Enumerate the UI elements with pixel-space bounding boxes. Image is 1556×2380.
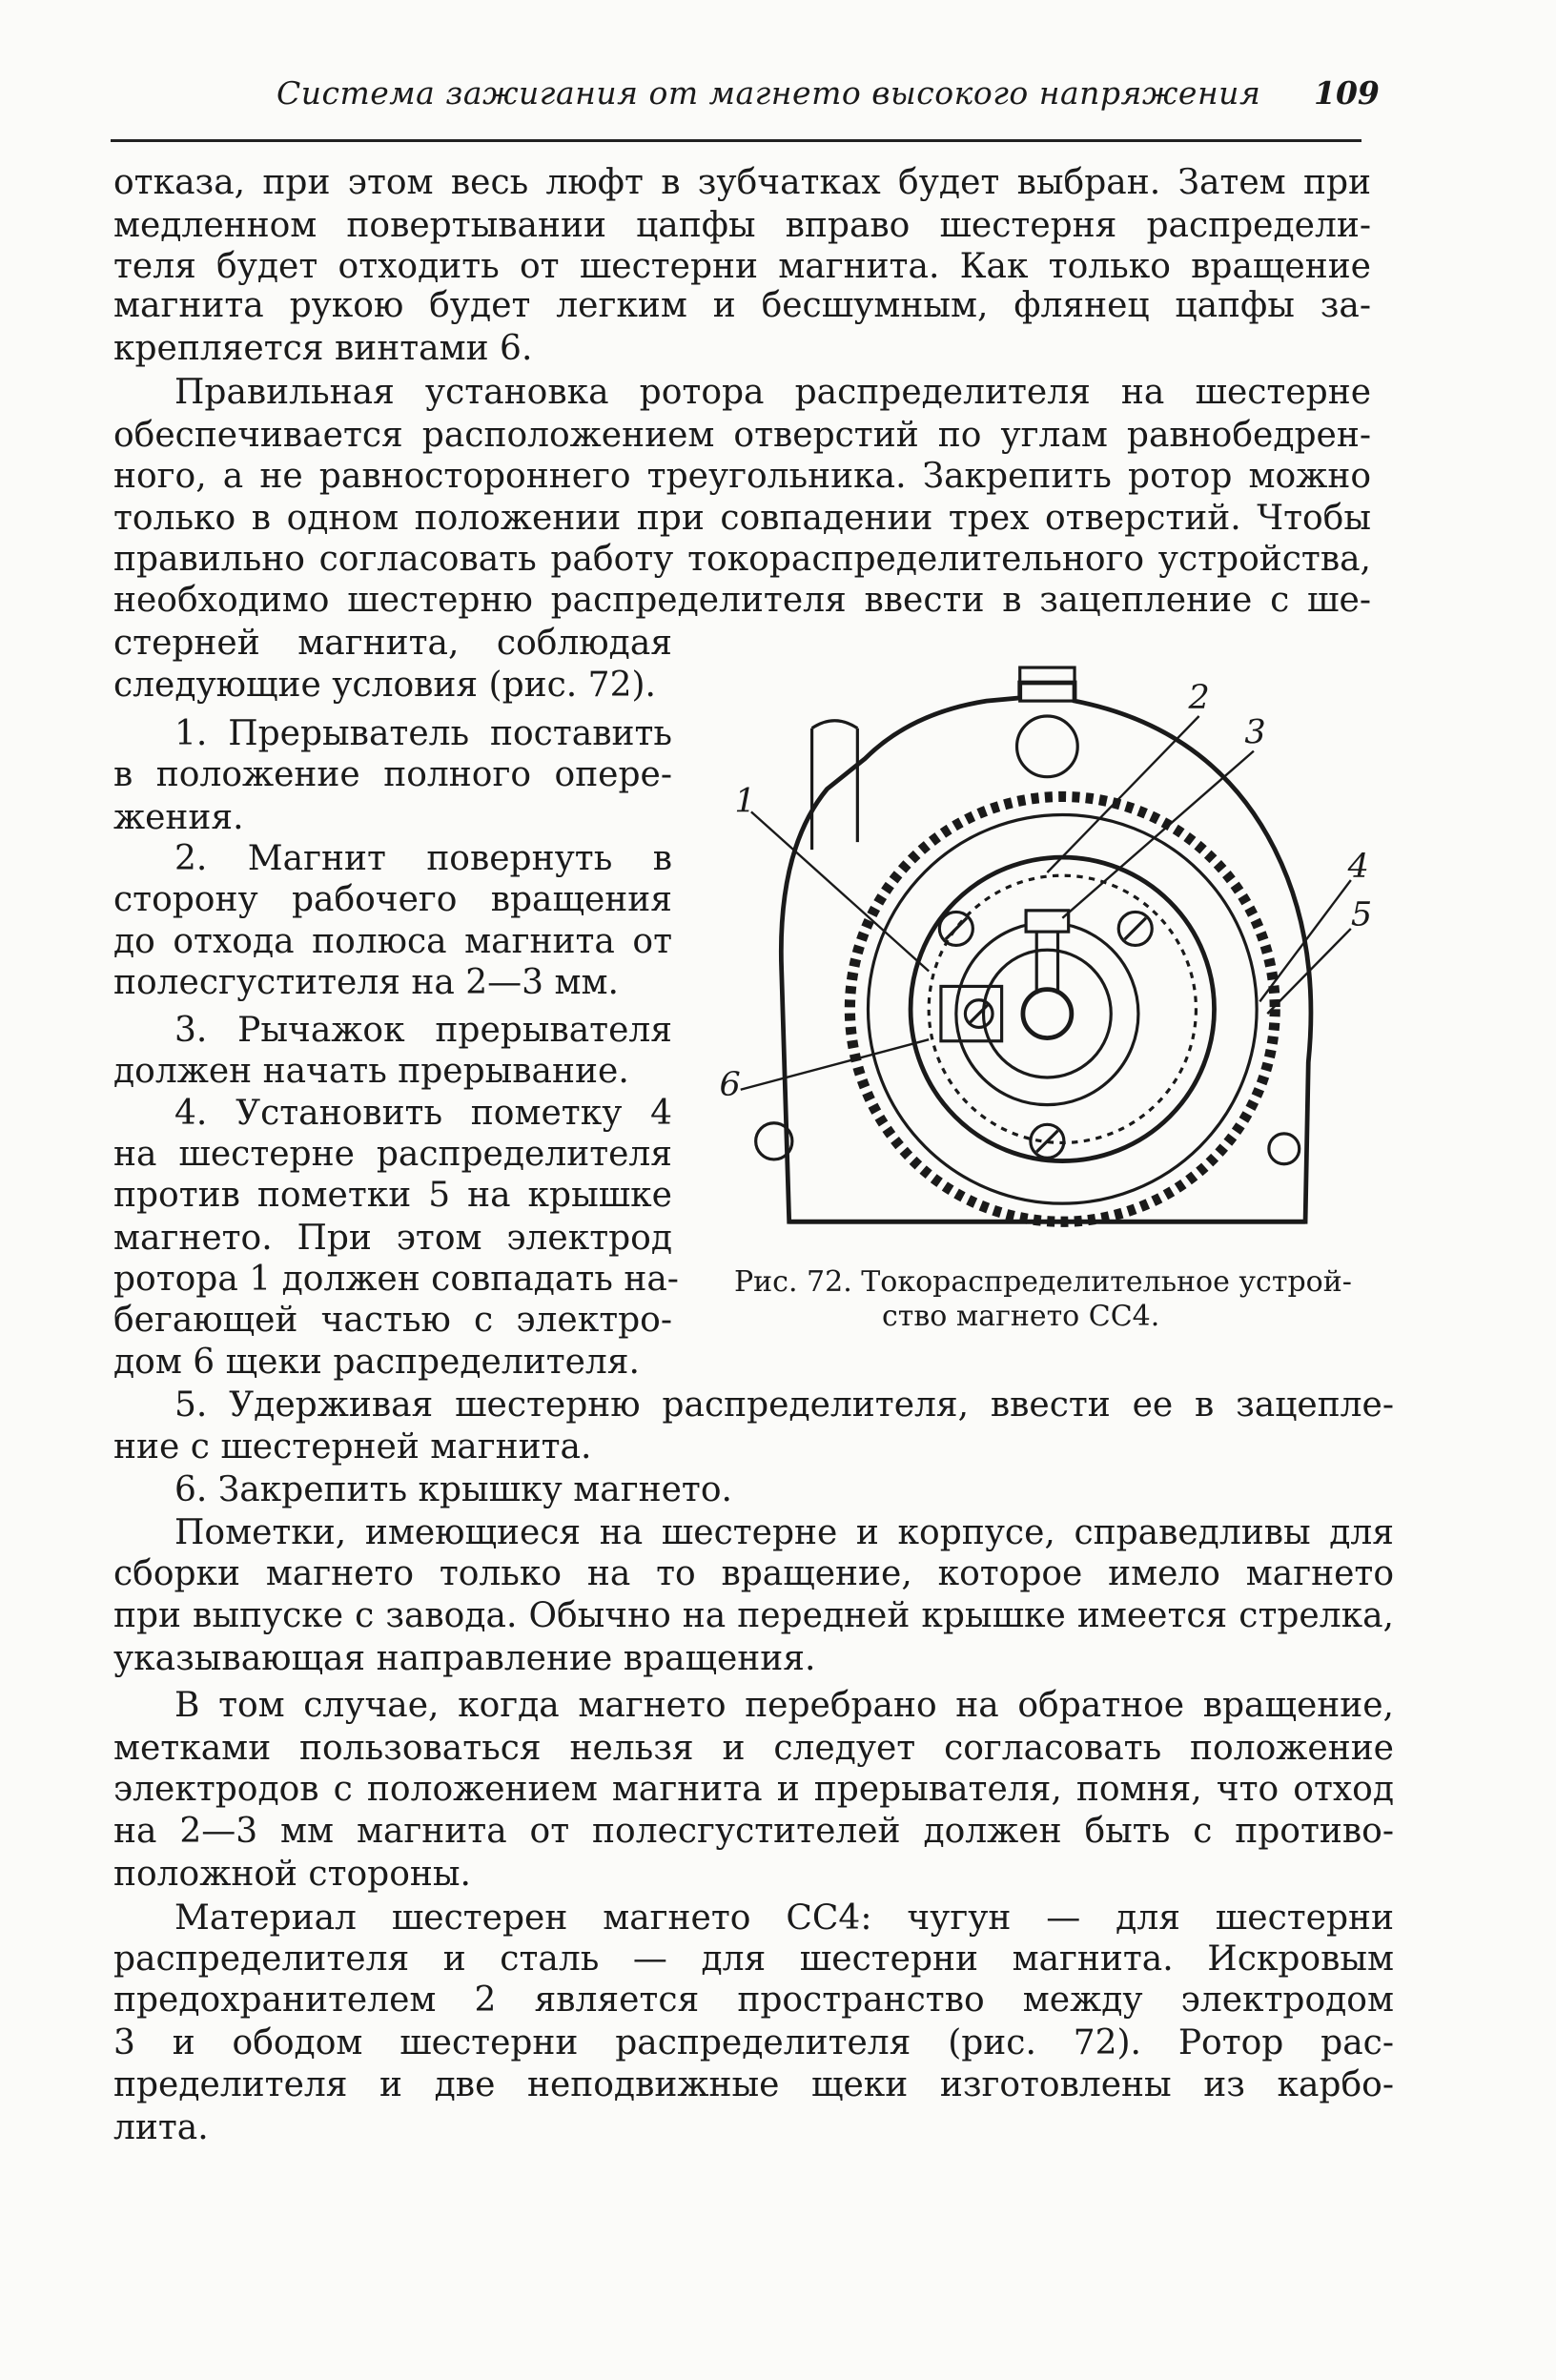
text-line: следующие условия (рис. 72). [113, 666, 656, 705]
text-line: против пометки 5 на крышке [113, 1176, 672, 1215]
text-line: 3. Рычажок прерывателя [174, 1011, 672, 1050]
text-line: ние с шестерней магнита. [113, 1427, 592, 1467]
text-line: В том случае, когда магнето перебрано на обратное вращение, [174, 1686, 1394, 1725]
text-line: до отхода полюса магнита от [113, 922, 672, 961]
text-line: необходимо шестерню распределителя ввести в зацепление с ше- [113, 581, 1371, 620]
text-line: лита. [113, 2108, 209, 2147]
running-title: Система зажигания от магнето высокого напряжения [276, 74, 1261, 112]
label-6: 6 [719, 1065, 741, 1105]
text-line: Правильная установка ротора распределителя на шестерне [174, 373, 1371, 412]
text-line: Материал шестерен магнето СС4: чугун — для шестерни [174, 1898, 1394, 1938]
text-line: на 2—3 мм магнита от полесгустителей должен быть с противо- [113, 1812, 1394, 1851]
text-line: электродов с положением магнита и прерывателя, помня, что отход [113, 1770, 1394, 1809]
text-line: 3 и ободом шестерни распределителя (рис. 72). Ротор рас- [113, 2023, 1394, 2062]
text-line: теля будет отходить от шестерни магнита. Как только вращение [113, 247, 1371, 286]
text-line: магнето. При этом электрод [113, 1219, 672, 1258]
text-line: 1. Прерыватель поставить [174, 714, 672, 753]
text-line: жения. [113, 798, 244, 837]
text-line: на шестерне распределителя [113, 1135, 672, 1174]
text-line: ротора 1 должен совпадать на- [113, 1260, 679, 1299]
text-line: 6. Закрепить крышку магнето. [174, 1470, 732, 1509]
text-line: при выпуске с завода. Обычно на передней крышке имеется стрелка, [113, 1596, 1394, 1635]
text-line: пределителя и две неподвижные щеки изготовлены из карбо- [113, 2065, 1394, 2104]
text-line: ного, а не равностороннего треугольника. Закрепить ротор можно [113, 457, 1371, 496]
text-line: предохранителем 2 является пространство между электродом [113, 1980, 1394, 2020]
text-line: стерней магнита, соблюдая [113, 624, 672, 663]
text-line: только в одном положении при совпадении трех отверстий. Чтобы [113, 499, 1371, 538]
text-line: в положение полного опере- [113, 755, 672, 794]
text-line: 4. Установить пометку 4 [174, 1094, 672, 1133]
text-line: распределителя и сталь — для шестерни магнита. Искровым [113, 1939, 1394, 1979]
label-4: 4 [1347, 846, 1369, 886]
distributor-gear [850, 796, 1275, 1221]
label-3: 3 [1244, 712, 1266, 752]
text-line: отказа, при этом весь люфт в зубчатках будет выбран. Затем при [113, 163, 1371, 202]
text-line: магнита рукою будет легким и бесшумным, флянец цапфы за- [113, 286, 1371, 325]
text-line: бегающей частью с электро- [113, 1301, 672, 1340]
text-line: сторону рабочего вращения [113, 880, 672, 919]
figure-caption-line-1: Рис. 72. Токораспределительное устрой- [734, 1265, 1352, 1299]
text-line: метками пользоваться нельзя и следует согласовать положение [113, 1729, 1394, 1768]
page-number: 109 [1314, 74, 1380, 112]
text-line: сборки магнето только на то вращение, которое имело магнето [113, 1554, 1394, 1593]
rotor-arm [941, 911, 1072, 1041]
text-line: полесгустителя на 2—3 мм. [113, 963, 619, 1002]
label-1: 1 [734, 781, 756, 821]
text-line: крепляется винтами 6. [113, 329, 533, 368]
text-line: положной стороны. [113, 1855, 471, 1894]
leader-lines [741, 716, 1351, 1090]
text-line: 2. Магнит повернуть в [174, 839, 672, 878]
text-line: указывающая направление вращения. [113, 1639, 816, 1678]
text-line: дом 6 щеки распределителя. [113, 1343, 640, 1382]
label-5: 5 [1350, 894, 1373, 934]
header-rule [111, 139, 1362, 142]
text-line: Пометки, имеющиеся на шестерне и корпусе, справедливы для [174, 1513, 1394, 1552]
text-line: медленном повертывании цапфы вправо шестерня распредели- [113, 206, 1371, 245]
text-line: обеспечивается расположением отверстий по углам равнобедрен- [113, 416, 1371, 455]
text-line: должен начать прерывание. [113, 1052, 629, 1091]
text-line: 5. Удерживая шестерню распределителя, ввести ее в зацепле- [174, 1385, 1394, 1425]
figure-caption-line-2: ство магнето СС4. [882, 1300, 1160, 1333]
label-2: 2 [1188, 678, 1210, 718]
text-line: правильно согласовать работу токораспределительного устройства, [113, 540, 1371, 579]
